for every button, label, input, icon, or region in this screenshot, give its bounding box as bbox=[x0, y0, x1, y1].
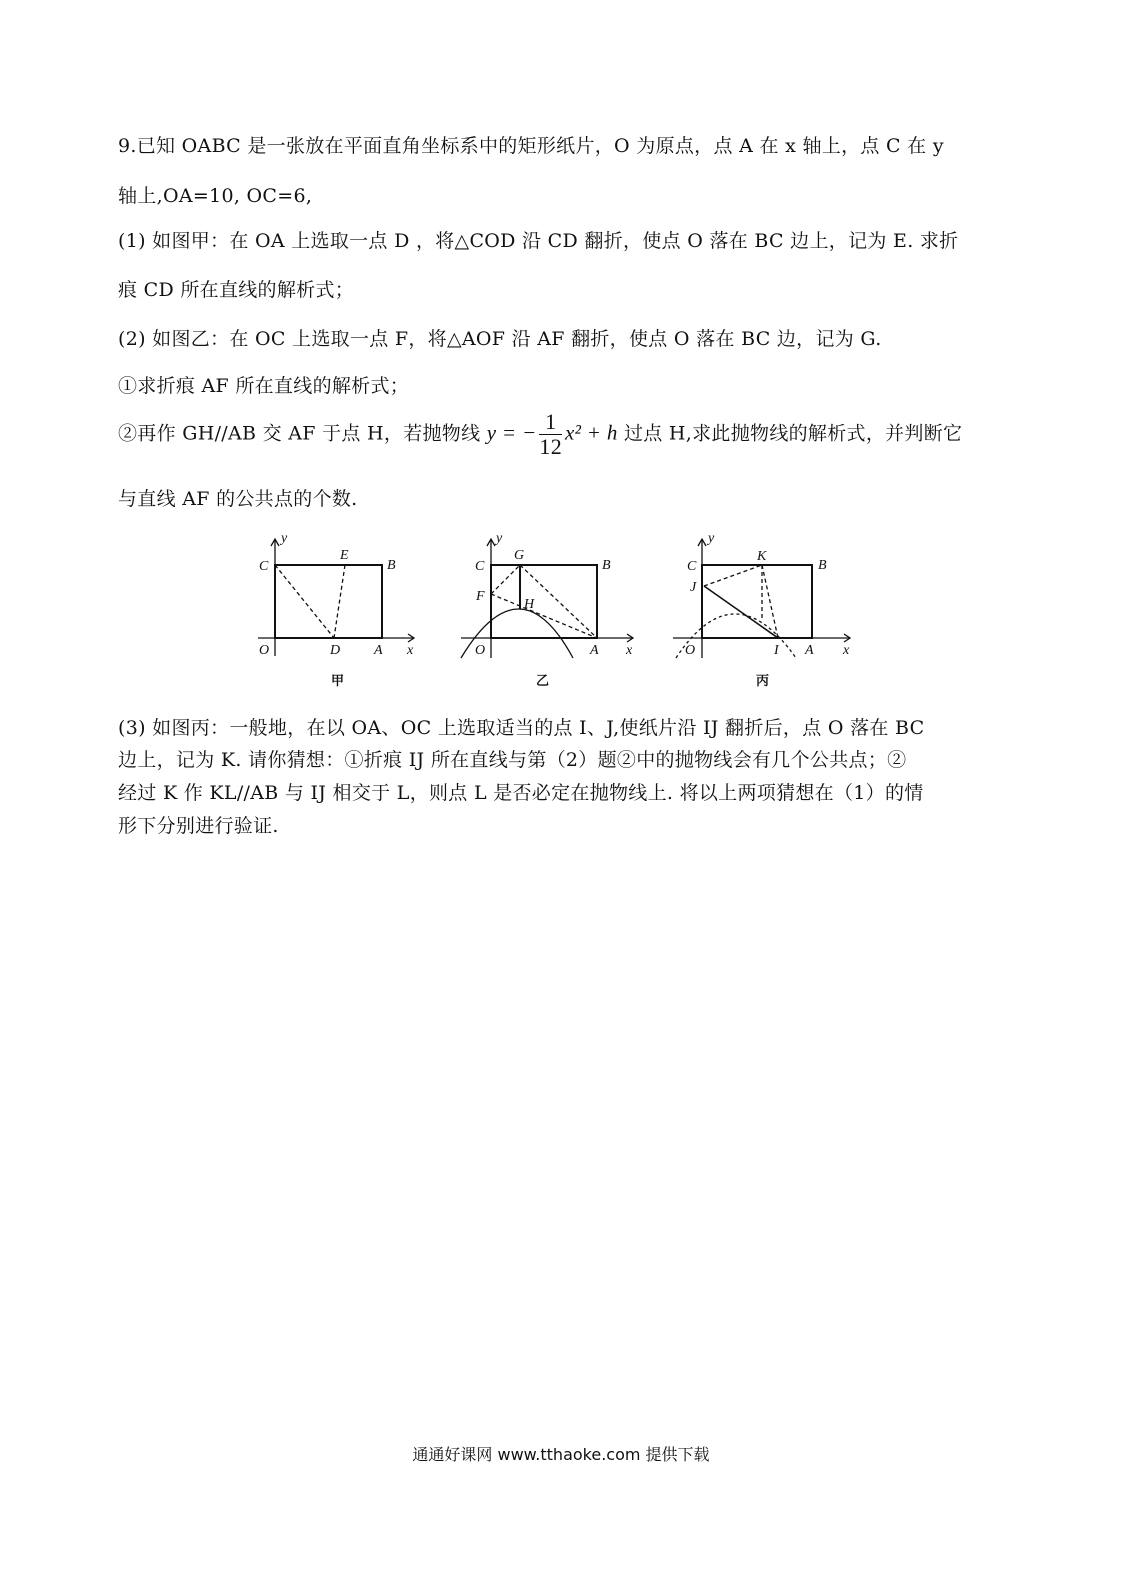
label-a: A bbox=[805, 643, 814, 658]
crease-af bbox=[491, 594, 597, 638]
crease-ij bbox=[704, 586, 778, 638]
label-b: B bbox=[602, 558, 611, 573]
label-c: C bbox=[687, 559, 697, 574]
label-h: H bbox=[524, 597, 535, 612]
footer-source: 通通好课网 www.tthaoke.com 提供下载 bbox=[412, 1445, 710, 1464]
figure-jia bbox=[258, 539, 414, 656]
formula-fraction bbox=[539, 410, 562, 459]
label-i: I bbox=[774, 643, 779, 658]
label-j: J bbox=[690, 580, 697, 595]
part3-line-d: 形下分别进行验证. bbox=[118, 815, 279, 837]
label-o: O bbox=[475, 643, 486, 658]
label-o: O bbox=[685, 643, 696, 658]
rectangle-oabc bbox=[275, 565, 382, 638]
label-e: E bbox=[340, 548, 349, 563]
part2-sub2-pre: ②再作 GH//AB 交 AF 于点 H，若抛物线 bbox=[118, 422, 481, 445]
label-c: C bbox=[259, 559, 269, 574]
label-y: y bbox=[281, 531, 288, 546]
rectangle-oabc bbox=[491, 565, 597, 638]
part1-line-b: 痕 CD 所在直线的解析式； bbox=[118, 279, 355, 301]
figures bbox=[248, 528, 878, 696]
label-a: A bbox=[590, 643, 599, 658]
label-b: B bbox=[387, 558, 396, 573]
part3-line-b: 边上，记为 K. 请你猜想：①折痕 IJ 所在直线与第（2）题②中的抛物线会有几个公共点；② bbox=[118, 749, 907, 771]
part3-line-c: 经过 K 作 KL//AB 与 IJ 相交于 L，则点 L 是否必定在抛物线上. 将以上两项猜想在（1）的情 bbox=[118, 782, 924, 804]
formula-tail: x² + h bbox=[565, 420, 618, 445]
label-y: y bbox=[496, 531, 503, 546]
crease-cd bbox=[275, 565, 334, 638]
segment-ed bbox=[334, 565, 345, 638]
segment-fg bbox=[491, 565, 520, 594]
part2-sub1: ①求折痕 AF 所在直线的解析式； bbox=[118, 375, 410, 397]
problem-line-1: 9.已知 OABC 是一张放在平面直角坐标系中的矩形纸片，O 为原点，点 A 在 x 轴上，点 C 在 y bbox=[118, 135, 944, 157]
label-x: x bbox=[626, 643, 633, 658]
label-f: F bbox=[476, 589, 485, 604]
formula-y: y = − bbox=[486, 420, 537, 445]
figure-yi bbox=[461, 539, 633, 658]
label-y: y bbox=[708, 531, 715, 546]
caption-bing: 丙 bbox=[756, 674, 770, 689]
label-k: K bbox=[757, 549, 767, 564]
label-g: G bbox=[514, 548, 525, 563]
segment-jk bbox=[704, 565, 762, 586]
figure-bing-labels bbox=[685, 531, 850, 689]
label-x: x bbox=[843, 643, 850, 658]
label-b: B bbox=[818, 558, 827, 573]
figure-yi-labels bbox=[475, 531, 633, 689]
rectangle-oabc bbox=[702, 565, 812, 638]
label-c: C bbox=[475, 559, 485, 574]
label-x: x bbox=[407, 643, 414, 658]
caption-jia: 甲 bbox=[331, 674, 345, 689]
label-a: A bbox=[374, 643, 383, 658]
label-o: O bbox=[259, 643, 270, 658]
part2-sub2-line bbox=[118, 410, 962, 459]
segment-ki bbox=[762, 565, 778, 638]
part3-line-a: (3) 如图丙：一般地，在以 OA、OC 上选取适当的点 I、J,使纸片沿 IJ 翻折后，点 O 落在 BC bbox=[118, 717, 925, 739]
formula-denominator: 12 bbox=[539, 434, 563, 459]
part2-sub2-post: 过点 H,求此抛物线的解析式，并判断它 bbox=[623, 422, 963, 445]
part2-sub2-line-b: 与直线 AF 的公共点的个数. bbox=[118, 488, 358, 510]
caption-yi: 乙 bbox=[536, 674, 550, 689]
label-d: D bbox=[330, 643, 341, 658]
part2-line: (2) 如图乙：在 OC 上选取一点 F，将△AOF 沿 AF 翻折，使点 O 落在 BC 边，记为 G. bbox=[118, 328, 882, 350]
figure-jia-labels bbox=[259, 531, 414, 689]
problem-line-2: 轴上,OA=10, OC=6, bbox=[118, 185, 313, 207]
formula-numerator: 1 bbox=[539, 410, 562, 435]
part1-line-a: (1) 如图甲：在 OA 上选取一点 D ，将△COD 沿 CD 翻折，使点 O 落在 BC 边上，记为 E. 求折 bbox=[118, 230, 959, 252]
